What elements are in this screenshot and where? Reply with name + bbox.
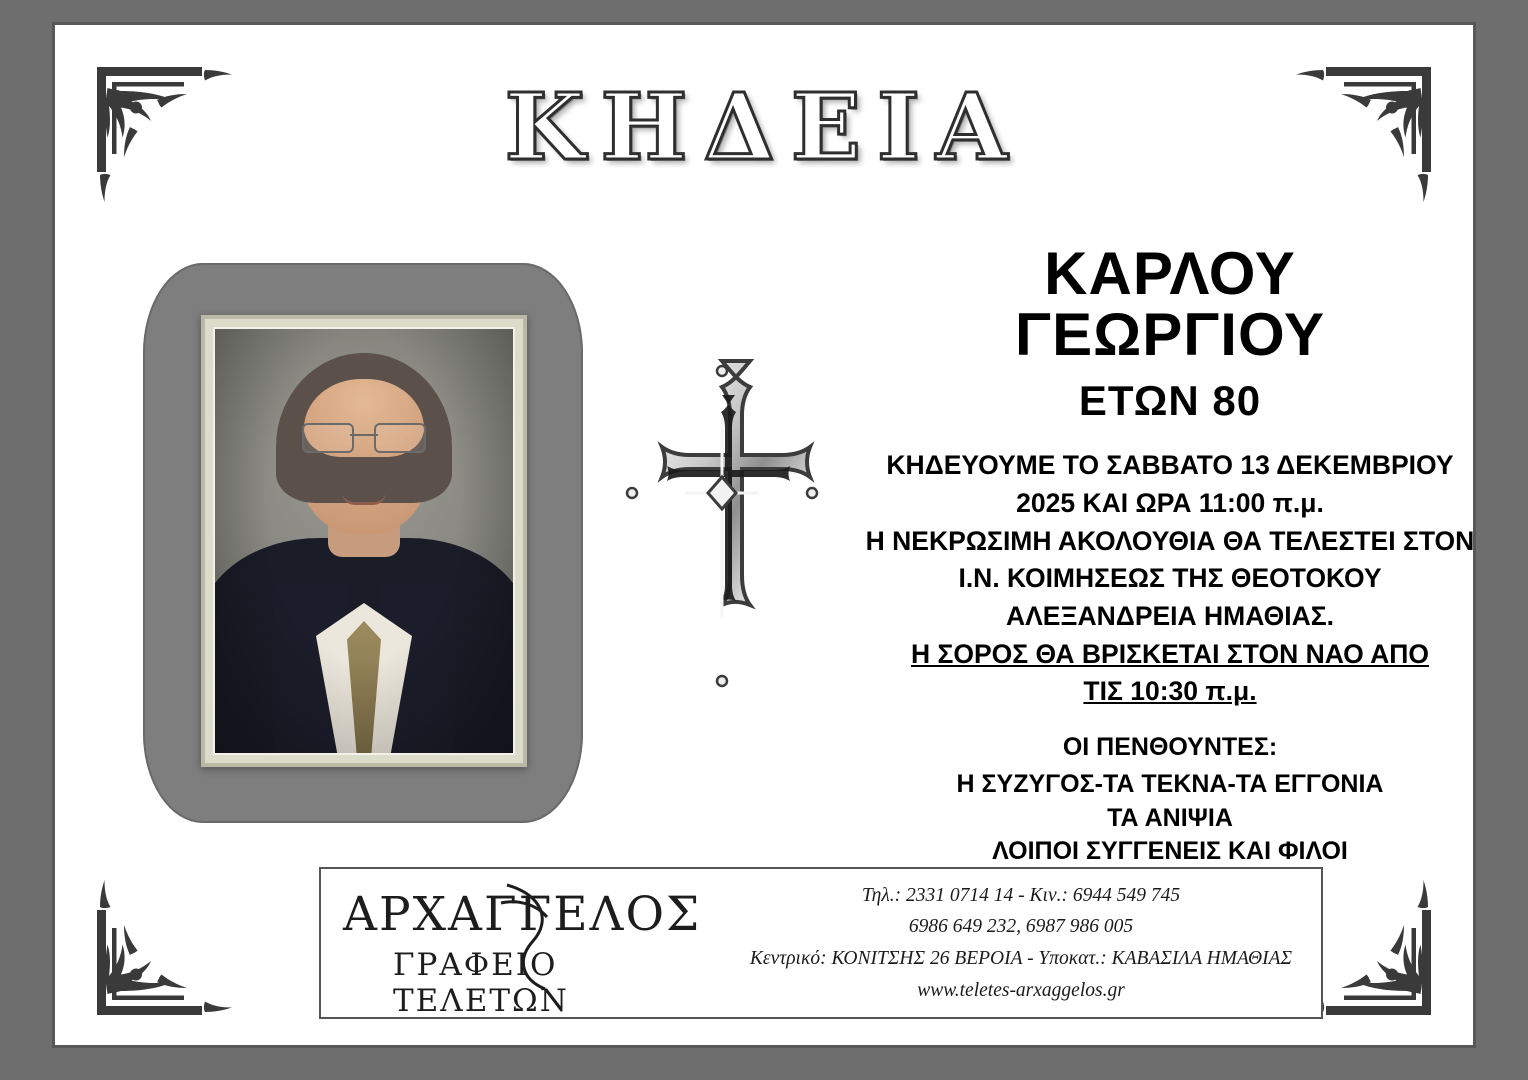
mourners-list [845,768,1495,869]
service-details-line-1: ΚΗΔΕΥΟΥΜΕ ΤΟ ΣΑΒΒΑΤΟ 13 ΔΕΚΕΜΒΡΙΟΥ [886,450,1454,481]
logo-company-tagline: ΓΡΑΦΕΙΟ ΤΕΛΕΤΩΝ [393,947,569,1019]
service-details [845,447,1495,710]
mourners-line-1: Η ΣΥΖΥΓΟΣ-ΤΑ ΤΕΚΝΑ-ΤΑ ΕΓΓΟΝΙΑ [956,769,1384,798]
deceased-surname: ΚΑΡΛΟΥ [1044,240,1296,307]
service-details-line-3: Η ΝΕΚΡΩΣΙΜΗ ΑΚΟΛΟΥΘΙΑ ΘΑ ΤΕΛΕΣΤΕΙ ΣΤΟΝ [865,525,1475,556]
deceased-age: ΕΤΩΝ 80 [1078,377,1262,425]
poster-inner-border [52,22,1476,1048]
service-details-line-4: Ι.Ν. ΚΟΙΜΗΣΕΩΣ ΤΗΣ ΘΕΟΤΟΚΟΥ [958,563,1382,594]
service-details-line-5: ΑΛΕΞΑΝΔΡΕΙΑ ΗΜΑΘΙΑΣ. [1005,600,1335,631]
logo-company-name: ΑΡΧΑΓΓΕΛΟΣ [343,887,702,942]
mourners-line-2: ΤΑ ΑΝΙΨΙΑ [1107,803,1233,832]
funeral-home-contact [739,880,1321,1006]
deceased-firstname: ΓΕΩΡΓΙΟΥ [1015,301,1325,369]
announcement-text-block [845,240,1495,869]
orthodox-cross-icon [607,355,837,695]
portrait-frame-inner [213,327,515,755]
mourners-label: ΟΙ ΠΕΝΘΟΥΝΤΕΣ: [1062,732,1278,761]
photo-eyeglasses [302,423,426,453]
contact-website[interactable]: www.teletes-arxaggelos.gr [917,979,1125,1001]
portrait-frame [201,315,527,767]
deceased-photo [215,329,513,753]
mourners-line-3: ΛΟΙΠΟΙ ΣΥΓΓΕΝΕΙΣ ΚΑΙ ΦΙΛΟΙ [992,837,1348,866]
service-details-line-2: 2025 ΚΑΙ ΩΡΑ 11:00 π.μ. [1016,488,1324,518]
funeral-home-logo [321,869,739,1017]
viewing-notice-line-1: Η ΣΟΡΟΣ ΘΑ ΒΡΙΣΚΕΤΑΙ ΣΤΟΝ ΝΑΟ ΑΠΟ [910,638,1430,669]
page-title: ΚΗΔΕΙΑ [504,73,1024,181]
contact-line-1: Τηλ.: 2331 0714 14 - Κιν.: 6944 549 745 [861,884,1181,906]
portrait-area [143,263,583,823]
ornament-corner-bottom-left-icon [91,871,241,1021]
contact-line-2: 6986 649 232, 6987 986 005 [908,916,1134,938]
funeral-home-footer [319,867,1323,1019]
contact-line-3: Κεντρικό: ΚΟΝΙΤΣΗΣ 26 ΒΕΡΟΙΑ - Υποκατ.: ΚΑΒΑΣΙΛΑ ΗΜΑΘΙΑΣ [749,948,1293,969]
photo-mouth [342,492,386,505]
viewing-notice-line-2: ΤΙΣ 10:30 π.μ. [1083,676,1257,707]
